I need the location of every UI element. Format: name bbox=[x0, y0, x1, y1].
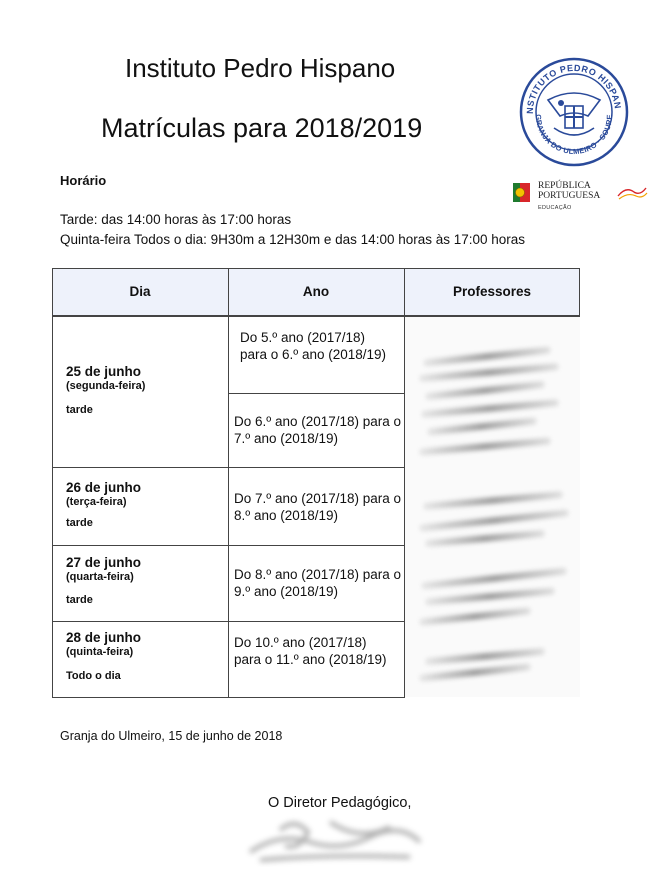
day-weekday: (quinta-feira) bbox=[66, 646, 134, 658]
day-weekday: (segunda-feira) bbox=[66, 380, 146, 392]
day-date: 27 de junho bbox=[66, 555, 142, 570]
day-date: 25 de junho bbox=[66, 364, 142, 379]
schedule-afternoon: Tarde: das 14:00 horas às 17:00 horas bbox=[60, 212, 292, 227]
republica-line1: REPÚBLICA bbox=[538, 181, 591, 191]
republica-line2: PORTUGUESA bbox=[538, 191, 601, 201]
ano-cell: Do 7.º ano (2017/18) para o 8.º ano (2018/19) bbox=[234, 491, 402, 523]
government-logo bbox=[513, 181, 613, 215]
table-row bbox=[66, 480, 226, 529]
table-row bbox=[66, 364, 226, 416]
schedule-label: Horário bbox=[60, 173, 107, 188]
ano-cell: Do 8.º ano (2017/18) para o 9.º ano (2018/19) bbox=[234, 567, 402, 599]
day-weekday: (quarta-feira) bbox=[66, 571, 134, 583]
day-period: tarde bbox=[66, 517, 93, 529]
signatory-title: O Diretor Pedagógico, bbox=[268, 795, 412, 811]
day-period: tarde bbox=[66, 594, 93, 606]
signature-redacted bbox=[240, 812, 430, 867]
ano-cell: Do 5.º ano (2017/18) para o 6.º ano (2018/19) bbox=[240, 330, 387, 362]
schedule-thursday: Quinta-feira Todos o dia: 9H30m a 12H30m e das 14:00 horas às 17:00 horas bbox=[60, 232, 526, 247]
ano-cell: Do 10.º ano (2017/18) para o 11.º ano (2018/19) bbox=[234, 635, 387, 667]
table-row bbox=[66, 630, 226, 682]
day-date: 28 de junho bbox=[66, 630, 142, 645]
header-professores: Professores bbox=[404, 268, 580, 316]
professores-redacted bbox=[405, 317, 580, 697]
republica-line3: EDUCAÇÃO bbox=[538, 205, 572, 211]
day-weekday: (terça-feira) bbox=[66, 496, 127, 508]
place-date: Granja do Ulmeiro, 15 de junho de 2018 bbox=[60, 729, 283, 743]
table-row bbox=[66, 555, 226, 606]
day-date: 26 de junho bbox=[66, 480, 142, 495]
day-period: tarde bbox=[66, 404, 93, 416]
ano-cell: Do 6.º ano (2017/18) para o 7.º ano (2018/19) bbox=[234, 414, 402, 446]
day-period: Todo o dia bbox=[66, 670, 121, 682]
header-dia: Dia bbox=[52, 268, 228, 316]
enrollment-table bbox=[52, 268, 580, 698]
flag-emblem-icon bbox=[513, 183, 530, 202]
page-subtitle: Matrículas para 2018/2019 bbox=[101, 113, 423, 143]
school-seal-icon bbox=[518, 56, 630, 168]
svg-text:GRANJA DO ULMEIRO · SOURE: GRANJA DO ULMEIRO · SOURE bbox=[533, 114, 615, 157]
header-ano: Ano bbox=[228, 268, 404, 316]
svg-text:INSTITUTO PEDRO HISPANO: NSTITUTO PEDRO HISPAN bbox=[524, 62, 623, 115]
partner-logo-icon bbox=[616, 184, 648, 202]
institution-title: Instituto Pedro Hispano bbox=[125, 53, 396, 83]
